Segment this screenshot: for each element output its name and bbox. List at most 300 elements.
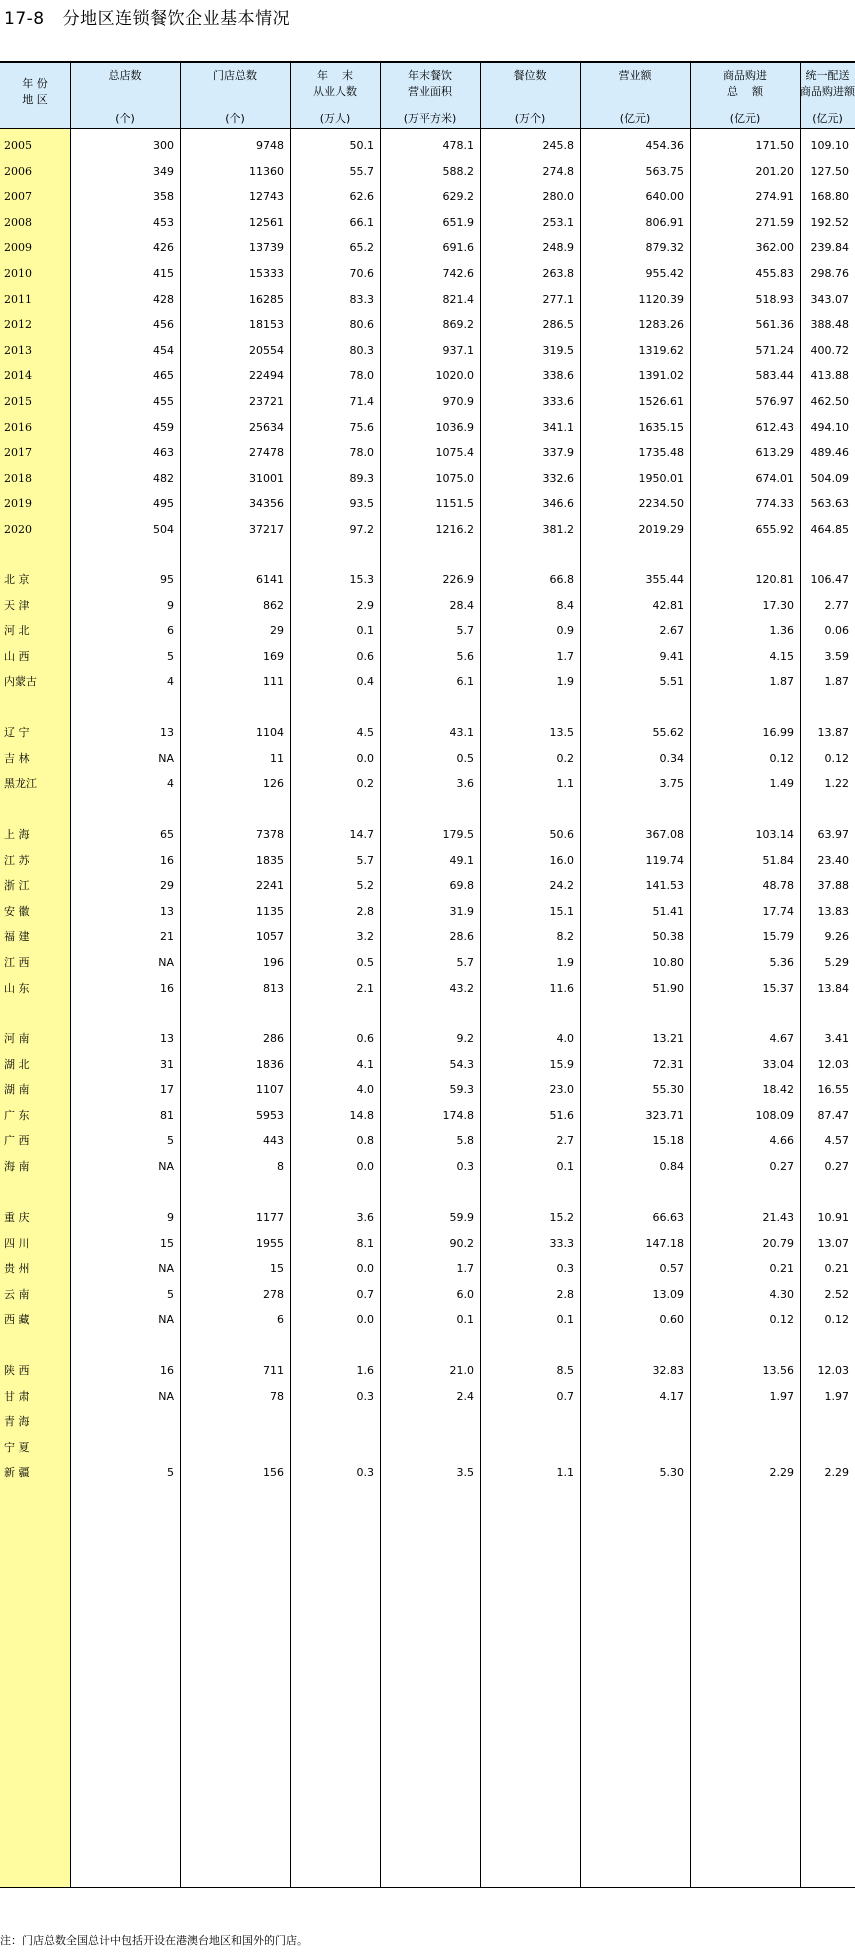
- row-label-region: 江 西: [4, 956, 30, 969]
- table-row: [0, 238, 855, 258]
- table-cell: 691.6: [442, 241, 474, 255]
- table-cell: 17: [160, 1083, 174, 1097]
- table-row: [0, 341, 855, 361]
- table-cell: 1283.26: [638, 318, 684, 332]
- row-label-region: 新 疆: [4, 1466, 30, 1480]
- table-cell: 2.7: [556, 1134, 574, 1148]
- table-cell: 51.41: [652, 904, 684, 918]
- table-cell: 28.4: [449, 598, 474, 612]
- table-cell: 0.0: [356, 1262, 374, 1276]
- table-cell: 1950.01: [638, 471, 684, 485]
- table-cell: 171.50: [755, 139, 794, 152]
- table-cell: 21.0: [449, 1364, 474, 1377]
- column-header: [70, 63, 180, 129]
- table-cell: 33.3: [549, 1236, 574, 1250]
- table-cell: 4: [167, 675, 174, 689]
- table-cell: 2.29: [769, 1466, 794, 1480]
- table-cell: 464.85: [810, 523, 849, 536]
- table-cell: 5.7: [456, 624, 474, 638]
- table-cell: 0.12: [824, 1313, 849, 1327]
- table-row: [0, 264, 855, 284]
- table-cell: 75.6: [349, 420, 374, 434]
- table-cell: 0.21: [769, 1262, 794, 1276]
- table-cell: 0.0: [356, 1160, 374, 1173]
- table-cell: 18.42: [762, 1083, 794, 1097]
- table-cell: 51.84: [762, 853, 794, 867]
- table-cell: 12.03: [817, 1057, 849, 1071]
- table-cell: 0.84: [659, 1160, 684, 1173]
- table-cell: 16: [160, 853, 174, 867]
- page-title: [4, 4, 290, 29]
- row-label-year: 2014: [4, 369, 32, 383]
- row-label-region: 河 南: [4, 1032, 30, 1045]
- table-cell: 1836: [256, 1057, 284, 1071]
- table-row: [0, 469, 855, 489]
- table-cell: 13.84: [817, 981, 849, 995]
- table-cell: 6: [277, 1313, 284, 1327]
- column-header-line: (个): [115, 112, 135, 125]
- table-cell: 5953: [256, 1108, 284, 1122]
- table-cell: 1955: [256, 1236, 284, 1250]
- row-label-region: 上 海: [4, 828, 30, 841]
- table-cell: 4.0: [356, 1083, 374, 1097]
- table-cell: 1319.62: [638, 343, 684, 357]
- table-cell: 5.30: [659, 1466, 684, 1480]
- table-cell: 4.57: [824, 1134, 849, 1148]
- table-cell: 9.26: [824, 930, 849, 944]
- table-title: 分地区连锁餐饮企业基本情况: [62, 9, 291, 29]
- table-cell: 3.41: [824, 1032, 849, 1045]
- table-cell: 571.24: [755, 343, 794, 357]
- table-cell: 588.2: [442, 164, 474, 178]
- table-row: [0, 1106, 855, 1126]
- table-cell: 0.9: [556, 624, 574, 638]
- table-cell: 11360: [249, 164, 284, 178]
- column-divider: [690, 63, 691, 1888]
- table-cell: 23721: [249, 395, 284, 408]
- table-cell: 629.2: [442, 190, 474, 204]
- column-header-line: (亿元): [619, 112, 651, 125]
- table-cell: 43.2: [449, 981, 474, 995]
- row-label-region: 北 京: [4, 573, 30, 586]
- row-label-region: 安 徽: [4, 904, 30, 918]
- table-cell: 6.1: [456, 675, 474, 689]
- table-cell: 5.6: [456, 649, 474, 663]
- table-cell: 55.7: [349, 164, 374, 178]
- row-label-region: 河 北: [4, 624, 30, 638]
- table-cell: 62.6: [349, 190, 374, 204]
- table-cell: 54.3: [449, 1057, 474, 1071]
- row-label-year: 2008: [4, 215, 32, 229]
- table-cell: 355.44: [645, 573, 684, 586]
- table-cell: 813: [263, 981, 284, 995]
- table-cell: 1.87: [769, 675, 794, 689]
- table-row: [0, 1285, 855, 1305]
- table-cell: 23.40: [817, 853, 849, 867]
- table-rule: [0, 1887, 855, 1888]
- table-cell: 0.0: [356, 1313, 374, 1327]
- table-cell: 66.63: [652, 1211, 684, 1224]
- row-label-year: 2013: [4, 343, 32, 357]
- table-row: [0, 927, 855, 947]
- table-cell: 1526.61: [638, 395, 684, 408]
- table-cell: 341.1: [542, 420, 574, 434]
- table-row: [0, 443, 855, 463]
- table-cell: 14.7: [349, 828, 374, 841]
- table-cell: 3.2: [356, 930, 374, 944]
- table-cell: 20.79: [762, 1236, 794, 1250]
- table-cell: 1075.4: [435, 446, 474, 460]
- table-cell: 362.00: [755, 241, 794, 255]
- column-header-line: (万个): [514, 112, 546, 125]
- table-cell: 248.9: [542, 241, 574, 255]
- table-cell: 168.80: [810, 190, 849, 204]
- table-cell: 65.2: [349, 241, 374, 255]
- table-cell: 25634: [249, 420, 284, 434]
- table-cell: 69.8: [449, 879, 474, 893]
- table-cell: 2.9: [356, 598, 374, 612]
- row-label-region: 四 川: [4, 1236, 30, 1250]
- table-cell: 22494: [249, 369, 284, 383]
- table-cell: 0.21: [824, 1262, 849, 1276]
- table-cell: 1104: [256, 726, 284, 739]
- row-label-region: 贵 州: [4, 1262, 30, 1276]
- row-label-year: 2020: [4, 523, 32, 536]
- table-cell: 226.9: [442, 573, 474, 586]
- table-row: [0, 1387, 855, 1407]
- table-cell: 141.53: [645, 879, 684, 893]
- table-cell: 196: [263, 956, 284, 969]
- table-cell: 7378: [256, 828, 284, 841]
- table-cell: 400.72: [810, 343, 849, 357]
- table-cell: 90.2: [449, 1236, 474, 1250]
- row-label-year: 2016: [4, 420, 32, 434]
- table-cell: 239.84: [810, 241, 849, 255]
- row-label-year: 2019: [4, 497, 32, 511]
- table-cell: 0.3: [356, 1389, 374, 1403]
- row-label-year: 2011: [4, 292, 32, 306]
- table-cell: 49.1: [449, 853, 474, 867]
- column-divider: [70, 63, 71, 1888]
- table-cell: 48.78: [762, 879, 794, 893]
- table-cell: 1635.15: [638, 420, 684, 434]
- table-cell: 482: [153, 471, 174, 485]
- table-cell: 106.47: [810, 573, 849, 586]
- table-cell: 333.6: [542, 395, 574, 408]
- table-cell: 9.41: [659, 649, 684, 663]
- row-label-region: 辽 宁: [4, 726, 30, 739]
- table-cell: 0.0: [356, 751, 374, 765]
- column-header-line: 年末餐饮: [408, 69, 452, 82]
- table-row: [0, 1131, 855, 1151]
- table-cell: 50.6: [549, 828, 574, 841]
- table-row: [0, 494, 855, 514]
- table-row: [0, 187, 855, 207]
- column-header: [800, 63, 855, 129]
- table-cell: 0.1: [456, 1313, 474, 1327]
- table-cell: 0.06: [824, 624, 849, 638]
- table-cell: 18153: [249, 318, 284, 332]
- column-header-line: (亿元): [812, 112, 843, 125]
- column-header: [180, 63, 290, 129]
- table-cell: 4.67: [769, 1032, 794, 1045]
- table-row: [0, 851, 855, 871]
- table-row: [0, 366, 855, 386]
- table-row: [0, 774, 855, 794]
- table-row: [0, 749, 855, 769]
- table-cell: 21: [160, 930, 174, 944]
- table-cell: 323.71: [645, 1108, 684, 1122]
- table-row: [0, 570, 855, 590]
- table-cell: 192.52: [810, 215, 849, 229]
- table-cell: 263.8: [542, 267, 574, 280]
- table-cell: 300: [153, 139, 174, 152]
- table-row: [0, 392, 855, 412]
- table-cell: 13.56: [762, 1364, 794, 1377]
- row-label-region: 云 南: [4, 1287, 30, 1301]
- table-cell: 4.66: [769, 1134, 794, 1148]
- table-cell: 4: [167, 777, 174, 791]
- table-cell: 78: [270, 1389, 284, 1403]
- table-cell: 32.83: [652, 1364, 684, 1377]
- row-label-region: 陕 西: [4, 1364, 30, 1377]
- table-cell: 15333: [249, 267, 284, 280]
- column-divider: [180, 63, 181, 1888]
- table-cell: 156: [263, 1466, 284, 1480]
- table-cell: 5.8: [456, 1134, 474, 1148]
- table-cell: 1177: [256, 1211, 284, 1224]
- table-cell: 563.63: [810, 497, 849, 511]
- table-cell: 15: [270, 1262, 284, 1276]
- table-cell: 711: [263, 1364, 284, 1377]
- table-cell: 2019.29: [638, 523, 684, 536]
- table-cell: 89.3: [349, 471, 374, 485]
- row-label-region: 广 东: [4, 1108, 30, 1122]
- row-label-region: 内蒙古: [4, 675, 37, 689]
- table-cell: 462.50: [810, 395, 849, 408]
- table-cell: 1.97: [769, 1389, 794, 1403]
- table-cell: 23.0: [549, 1083, 574, 1097]
- row-label-year: 2012: [4, 318, 32, 332]
- row-label-region: 西 藏: [4, 1313, 30, 1327]
- column-header-line: 门店总数: [213, 69, 257, 82]
- table-cell: 862: [263, 598, 284, 612]
- table-cell: 71.4: [349, 395, 374, 408]
- table-cell: 13739: [249, 241, 284, 255]
- table-cell: 343.07: [810, 292, 849, 306]
- table-cell: 169: [263, 649, 284, 663]
- table-row: [0, 213, 855, 233]
- table-row: [0, 723, 855, 743]
- column-header-line: 统一配送: [805, 69, 850, 82]
- table-cell: 119.74: [645, 853, 684, 867]
- column-divider: [380, 63, 381, 1888]
- table-cell: 5.2: [356, 879, 374, 893]
- table-cell: 346.6: [542, 497, 574, 511]
- column-header: [290, 63, 380, 129]
- table-cell: 0.2: [556, 751, 574, 765]
- table-cell: 3.75: [659, 777, 684, 791]
- table-cell: 1151.5: [435, 497, 474, 511]
- table-cell: 66.8: [549, 573, 574, 586]
- table-row: [0, 1259, 855, 1279]
- row-label-region: 天 津: [4, 598, 30, 612]
- table-cell: 120.81: [755, 573, 794, 586]
- table-cell: 0.3: [456, 1160, 474, 1173]
- table-cell: 13: [160, 726, 174, 739]
- column-header: [580, 63, 690, 129]
- table-cell: 179.5: [442, 828, 474, 841]
- table-row: [0, 1361, 855, 1381]
- table-cell: 742.6: [442, 267, 474, 280]
- table-cell: 274.8: [542, 164, 574, 178]
- table-cell: NA: [158, 751, 174, 765]
- table-cell: 0.34: [659, 751, 684, 765]
- table-cell: 1.22: [824, 777, 849, 791]
- table-cell: 5.7: [456, 956, 474, 969]
- table-cell: 15.1: [549, 904, 574, 918]
- table-cell: 10.80: [652, 956, 684, 969]
- table-cell: 127.50: [810, 164, 849, 178]
- table-cell: 66.1: [349, 215, 374, 229]
- column-header-line: 年 末: [317, 69, 353, 82]
- column-header-line: 营业额: [618, 69, 652, 82]
- table-cell: 29: [160, 879, 174, 893]
- table-cell: 428: [153, 292, 174, 306]
- table-cell: 0.1: [556, 1313, 574, 1327]
- table-cell: 11.6: [549, 981, 574, 995]
- table-cell: 1.97: [824, 1389, 849, 1403]
- table-cell: 280.0: [542, 190, 574, 204]
- table-cell: 15.37: [762, 981, 794, 995]
- table-cell: 3.6: [456, 777, 474, 791]
- header-year-region: [0, 63, 70, 129]
- row-label-region: 甘 肃: [4, 1389, 30, 1403]
- table-row: [0, 953, 855, 973]
- table-cell: 2241: [256, 879, 284, 893]
- table-cell: 201.20: [755, 164, 794, 178]
- table-cell: 5: [167, 1134, 174, 1148]
- table-row: [0, 1029, 855, 1049]
- row-label-region: 吉 林: [4, 751, 30, 765]
- table-cell: 0.1: [356, 624, 374, 638]
- table-cell: 21.43: [762, 1211, 794, 1224]
- table-cell: 13: [160, 1032, 174, 1045]
- table-cell: 2.4: [456, 1389, 474, 1403]
- table-cell: 109.10: [810, 139, 849, 152]
- table-cell: 5.29: [824, 956, 849, 969]
- row-label-year: 2007: [4, 190, 32, 204]
- table-cell: 504.09: [810, 471, 849, 485]
- table-cell: 455: [153, 395, 174, 408]
- row-label-region: 福 建: [4, 930, 30, 944]
- table-cell: 0.60: [659, 1313, 684, 1327]
- table-cell: NA: [158, 1262, 174, 1276]
- table-cell: 13.5: [549, 726, 574, 739]
- footnote: 注：门店总数全国总计中包括开设在港澳台地区和国外的门店。: [0, 1934, 308, 1947]
- row-label-region: 重 庆: [4, 1211, 30, 1224]
- table-cell: 651.9: [442, 215, 474, 229]
- table-row: [0, 876, 855, 896]
- row-label-region: 广 西: [4, 1134, 30, 1148]
- table-cell: 2.29: [824, 1466, 849, 1480]
- column-header-line: 商品购进: [723, 69, 767, 82]
- table-cell: 50.38: [652, 930, 684, 944]
- row-label-year: 2017: [4, 446, 32, 460]
- table-cell: NA: [158, 1313, 174, 1327]
- table-cell: 31001: [249, 471, 284, 485]
- table-cell: 16: [160, 1364, 174, 1377]
- table-row: [0, 520, 855, 540]
- table-cell: 454: [153, 343, 174, 357]
- table-cell: 655.92: [755, 523, 794, 536]
- column-header-line: 地 区: [22, 93, 48, 106]
- table-cell: 29: [270, 624, 284, 638]
- column-header-line: 从业人数: [313, 85, 357, 98]
- table-cell: 1835: [256, 853, 284, 867]
- table-cell: 298.76: [810, 267, 849, 280]
- table-cell: 6.0: [456, 1287, 474, 1301]
- table-cell: 15.2: [549, 1211, 574, 1224]
- table-cell: 0.6: [356, 649, 374, 663]
- table-cell: 879.32: [645, 241, 684, 255]
- table-cell: 640.00: [645, 190, 684, 204]
- table-cell: 8: [277, 1160, 284, 1173]
- table-cell: 561.36: [755, 318, 794, 332]
- table-cell: 465: [153, 369, 174, 383]
- table-cell: 78.0: [349, 369, 374, 383]
- table-cell: 16.0: [549, 853, 574, 867]
- table-cell: 3.59: [824, 649, 849, 663]
- table-cell: 15: [160, 1236, 174, 1250]
- table-cell: 33.04: [762, 1057, 794, 1071]
- column-header: [380, 63, 480, 129]
- table-cell: 78.0: [349, 446, 374, 460]
- table-row: [0, 1208, 855, 1228]
- table-cell: 95: [160, 573, 174, 586]
- table-cell: 80.3: [349, 343, 374, 357]
- table-cell: 454.36: [645, 139, 684, 152]
- table-cell: 0.6: [356, 1032, 374, 1045]
- table-row: [0, 825, 855, 845]
- table-cell: 613.29: [755, 446, 794, 460]
- row-label-region: 青 海: [4, 1415, 30, 1429]
- table-cell: 4.17: [659, 1389, 684, 1403]
- table-cell: 504: [153, 523, 174, 536]
- table-cell: 1135: [256, 904, 284, 918]
- table-cell: 13.21: [652, 1032, 684, 1045]
- table-cell: 8.1: [356, 1236, 374, 1250]
- table-cell: 63.97: [817, 828, 849, 841]
- table-cell: 0.3: [356, 1466, 374, 1480]
- table-cell: 1735.48: [638, 446, 684, 460]
- table-cell: 31: [160, 1057, 174, 1071]
- table-row: [0, 1055, 855, 1075]
- table-cell: 97.2: [349, 523, 374, 536]
- table-cell: 12743: [249, 190, 284, 204]
- table-cell: 1216.2: [435, 523, 474, 536]
- table-cell: 17.74: [762, 904, 794, 918]
- table-cell: 5: [167, 649, 174, 663]
- table-cell: 1.9: [556, 675, 574, 689]
- column-header: [690, 63, 800, 129]
- row-label-region: 江 苏: [4, 853, 30, 867]
- row-label-year: 2009: [4, 241, 32, 255]
- table-cell: 478.1: [442, 139, 474, 152]
- column-header-line: (个): [225, 112, 245, 125]
- table-row: [0, 979, 855, 999]
- table-cell: 970.9: [442, 395, 474, 408]
